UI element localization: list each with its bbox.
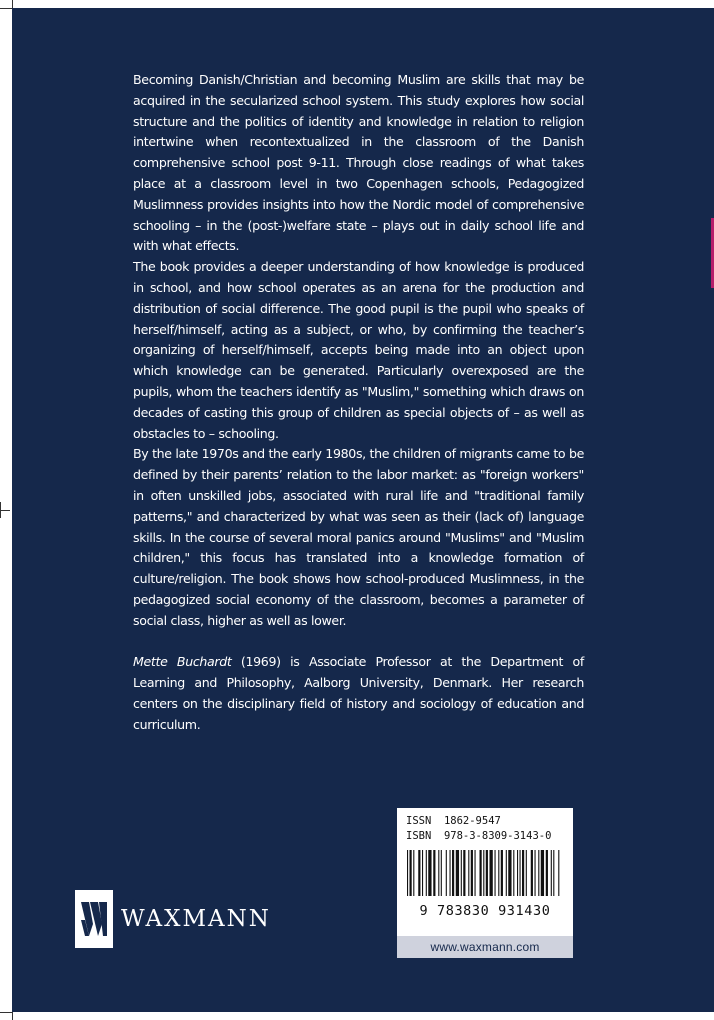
author-bio-text: (1969) is Associate Professor at the Department of Learning and Philosophy, Aalborg University, Denmark. Her research centers on the disciplinary field of history and sociology of education and curriculum. xyxy=(133,654,584,732)
issn-line xyxy=(406,815,501,827)
blurb-paragraph: Becoming Danish/Christian and becoming Muslim are skills that may be acquired in the secularized school system. This study explores how social structure and the politics of identity and knowledge in relation to religion intertwine when recontextualized in the classroom of the Danish comprehensive school post 9-11. Through close readings of what takes place at a classroom level in two Copenhagen schools, Pedagogized Muslimness provides insights into how the Nordic model of comprehensive schooling – in the (post-)welfare state – plays out in daily school life and with what effects. xyxy=(133,72,584,254)
crop-mark xyxy=(0,8,12,9)
isbn-label: ISBN xyxy=(406,830,432,842)
barcode-digits: 9 783830 931430 xyxy=(419,903,551,919)
isbn-value: 978-3-8309-3143-0 xyxy=(443,830,552,842)
barcode-icon xyxy=(405,850,565,906)
waxmann-w-logo-icon xyxy=(75,890,113,948)
isbn-line xyxy=(406,830,551,842)
blurb-paragraph: The book provides a deeper understanding of how knowledge is produced in school, and how school operates as an arena for the production and distribution of social difference. The good pupil is the pupil who speaks of herself/himself, acting as a subject, or who, by confirming the teacher’s organizing of herself/himself, accepts being made into an object upon which knowledge can be generated. Particularly overexposed are the pupils, whom the teachers identify as "Muslim," something which draws on decades of casting this group of children as special objects of – as well as obstacles to – schooling. xyxy=(133,259,584,441)
crop-mark xyxy=(0,502,1,518)
crop-mark xyxy=(0,1012,12,1013)
crop-mark xyxy=(0,510,10,511)
author-bio xyxy=(133,652,584,735)
issn-value: 1862-9547 xyxy=(443,815,501,827)
crop-mark xyxy=(12,0,13,8)
publisher-logo xyxy=(75,890,271,948)
barcode-panel xyxy=(397,808,573,936)
issn-label: ISSN xyxy=(406,815,432,827)
crop-mark xyxy=(12,1012,13,1020)
author-name: Mette Buchardt xyxy=(133,654,232,670)
blurb-paragraph: By the late 1970s and the early 1980s, the children of migrants came to be defined by their parents’ relation to the labor market: as "foreign workers" in often unskilled jobs, associated with rural life and "traditional family patterns," and characterized by what was seen as their (lack of) language skills. In the course of several moral panics around "Muslims" and "Muslim children," this focus has translated into a knowledge formation of culture/religion. The book shows how school-produced Muslimness, in the pedagogized social economy of the classroom, becomes a parameter of social class, higher as well as lower. xyxy=(133,446,584,628)
blurb-text xyxy=(133,70,584,736)
publisher-url: www.waxmann.com xyxy=(397,936,573,958)
publisher-name: WAXMANN xyxy=(121,905,271,932)
